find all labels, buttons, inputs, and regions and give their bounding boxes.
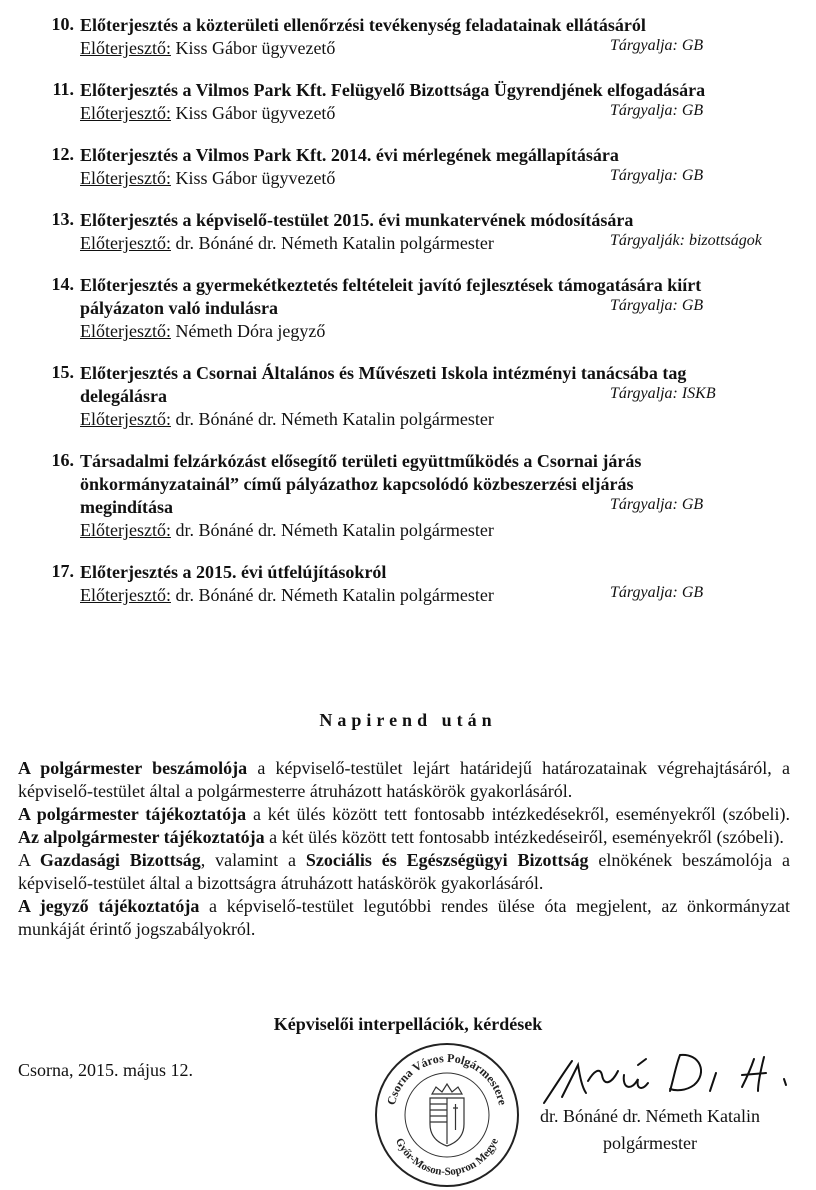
presenter-label: Előterjesztő: <box>80 520 171 540</box>
agenda-item-title-line: Előterjesztés a közterületi ellenőrzési tevékenység feladatainak ellátásáról <box>80 15 646 35</box>
agenda-item-title-line: önkormányzatainál” című pályázathoz kapcsolódó közbeszerzési eljárás <box>80 474 634 494</box>
discussed-by: Tárgyalja: GB <box>610 37 704 54</box>
svg-text:Csorna Város Polgármestere: Csorna Város Polgármestere <box>384 1050 510 1107</box>
agenda-item <box>40 362 790 431</box>
committee-report-text: elnökének beszámolója a képviselő-testület által a bizottságra átruházott hatáskörök gyakorlásáról. <box>18 850 790 893</box>
agenda-item-title <box>80 14 790 37</box>
presenter-name: dr. Bónáné dr. Németh Katalin polgármester <box>170 233 494 253</box>
coat-of-arms-icon <box>430 1084 464 1146</box>
mayor-info-text: a két ülés között tett fontosabb intézkedésekről, eseményekről (szóbeli). <box>246 804 791 824</box>
agenda-list <box>40 14 790 626</box>
presenter-name: dr. Bónáné dr. Németh Katalin polgármester <box>170 585 494 605</box>
presenter-name: Kiss Gábor ügyvezető <box>170 38 336 58</box>
section-title: Napirend után <box>319 710 497 730</box>
deputy-info-text: a két ülés között tett fontosabb intézkedéseiről, eseményekről (szóbeli). <box>264 827 784 847</box>
agenda-item-number: 10. <box>51 14 74 34</box>
economic-committee: Gazdasági Bizottság <box>39 850 201 870</box>
mayor-report-text: a képviselő-testület lejárt határidejű határozatainak végrehajtásáról, a képviselő-testület által a polgármesterre átruházott hatáskörök gyakorlásáról. <box>18 758 790 801</box>
presenter-label: Előterjesztő: <box>80 168 171 188</box>
presenter-label: Előterjesztő: <box>80 38 171 58</box>
agenda-item <box>40 274 790 343</box>
discussed-by: Tárgyalja: GB <box>610 496 704 513</box>
mayor-report <box>18 757 790 803</box>
agenda-item-number: 17. <box>51 561 74 581</box>
presenter-name: dr. Bónáné dr. Németh Katalin polgármester <box>170 409 494 429</box>
mayor-report-heading: A polgármester beszámolója <box>18 758 248 778</box>
agenda-item-number: 14. <box>51 274 74 294</box>
presenter-label: Előterjesztő: <box>80 103 171 123</box>
agenda-item <box>40 144 790 190</box>
agenda-item-title <box>80 144 790 167</box>
committee-report-prefix: A <box>18 850 40 870</box>
place-date: Csorna, 2015. május 12. <box>18 1060 193 1080</box>
deputy-info-heading: Az alpolgármester tájékoztatója <box>18 827 265 847</box>
agenda-item <box>40 209 790 255</box>
notary-info-text: a képviselő-testület legutóbbi rendes ülése óta megjelent, az önkormányzat munkáját érintő jogszabályokról. <box>18 896 790 939</box>
presenter-name: Kiss Gábor ügyvezető <box>170 103 336 123</box>
signature-block <box>505 1103 795 1157</box>
agenda-item-title-line: delegálásra <box>80 386 167 406</box>
presenter-label: Előterjesztő: <box>80 585 171 605</box>
committee-report-mid: , valamint a <box>200 850 306 870</box>
reports-section <box>18 757 790 941</box>
agenda-item-presenter <box>80 519 790 542</box>
discussed-by: Tárgyalja: GB <box>610 584 704 601</box>
agenda-item-title <box>80 209 790 232</box>
social-health-committee: Szociális és Egészségügyi Bizottság <box>305 850 589 870</box>
notary-info-heading: A jegyző tájékoztatója <box>18 896 200 916</box>
interpellations-heading: Képviselői interpellációk, kérdések <box>273 1014 543 1034</box>
svg-text:Győr-Moson-Sopron Megye: Győr-Moson-Sopron Megye <box>392 1136 501 1179</box>
agenda-item-number: 15. <box>51 362 74 382</box>
presenter-label: Előterjesztő: <box>80 321 171 341</box>
discussed-by: Tárgyalja: ISKB <box>610 385 716 402</box>
discussed-by: Tárgyalják: bizottságok <box>610 232 762 249</box>
presenter-name: Kiss Gábor ügyvezető <box>170 168 336 188</box>
agenda-item-presenter <box>80 320 790 343</box>
agenda-item-title-line: Előterjesztés a Csornai Általános és Művészeti Iskola intézményi tanácsába tag <box>80 363 687 383</box>
agenda-item-title-line: Előterjesztés a képviselő-testület 2015. évi munkatervének módosítására <box>80 210 634 230</box>
signer-name: dr. Bónáné dr. Németh Katalin <box>540 1106 760 1126</box>
agenda-item <box>40 79 790 125</box>
official-seal-stamp <box>372 1040 522 1190</box>
agenda-item-number: 12. <box>51 144 74 164</box>
discussed-by: Tárgyalja: GB <box>610 102 704 119</box>
presenter-name: Németh Dóra jegyző <box>170 321 326 341</box>
agenda-item-title <box>80 79 790 102</box>
agenda-item-title-line: Előterjesztés a Vilmos Park Kft. 2014. évi mérlegének megállapítására <box>80 145 619 165</box>
committee-report <box>18 849 790 895</box>
agenda-item <box>40 450 790 542</box>
discussed-by: Tárgyalja: GB <box>610 167 704 184</box>
signer-title: polgármester <box>603 1133 697 1153</box>
agenda-item-title-line: Előterjesztés a gyermekétkeztetés feltételeit javító fejlesztések támogatására kiírt <box>80 275 702 295</box>
agenda-item-title-line: Társadalmi felzárkózást elősegítő területi együttműködés a Csornai járás <box>80 451 642 471</box>
presenter-label: Előterjesztő: <box>80 233 171 253</box>
notary-info <box>18 895 790 941</box>
agenda-item <box>40 561 790 607</box>
agenda-item-number: 11. <box>52 79 74 99</box>
agenda-item-presenter <box>80 408 790 431</box>
agenda-item-title <box>80 561 790 584</box>
agenda-item-title-line: pályázaton való indulásra <box>80 298 279 318</box>
mayor-info-heading: A polgármester tájékoztatója <box>18 804 247 824</box>
agenda-item-number: 16. <box>51 450 74 470</box>
presenter-label: Előterjesztő: <box>80 409 171 429</box>
agenda-item-number: 13. <box>51 209 74 229</box>
presenter-name: dr. Bónáné dr. Németh Katalin polgármester <box>170 520 494 540</box>
information-paragraph <box>18 803 790 849</box>
discussed-by: Tárgyalja: GB <box>610 297 704 314</box>
agenda-item-title-line: Előterjesztés a Vilmos Park Kft. Felügyelő Bizottsága Ügyrendjének elfogadására <box>80 80 706 100</box>
agenda-item-title-line: Előterjesztés a 2015. évi útfelújításokról <box>80 562 387 582</box>
agenda-item-title-line: megindítása <box>80 497 174 517</box>
agenda-item <box>40 14 790 60</box>
